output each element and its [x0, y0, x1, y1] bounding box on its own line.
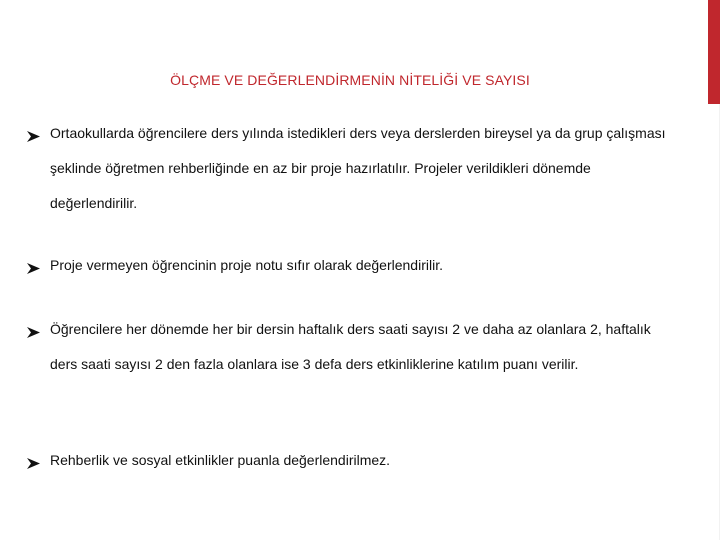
slide-title: ÖLÇME VE DEĞERLENDİRMENİN NİTELİĞİ VE SAYISI	[170, 72, 530, 88]
arrow-bullet-icon	[26, 326, 42, 339]
bullet-text-1: Ortaokullarda öğrencilere ders yılında istedikleri ders veya derslerden bireysel ya da grup çalışması şeklinde öğretmen rehberliğinde en az bir proje hazırlatılır. Projeler verildikleri dönemde değerlendirilir.	[50, 125, 666, 211]
bullet-text-3: Öğrencilere her dönemde her bir dersin haftalık ders saati sayısı 2 ve daha az olanlara 2, haftalık ders saati sayısı 2 den fazla olanlara ise 3 defa ders etkinliklerine katılım puanı verilir.	[50, 321, 651, 372]
bullet-item-4	[26, 452, 676, 478]
bullet-item-3	[26, 321, 676, 382]
arrow-bullet-icon	[26, 262, 42, 275]
bullet-item-2	[26, 257, 676, 283]
bullet-item-1	[26, 125, 676, 221]
bullet-text-4: Rehberlik ve sosyal etkinlikler puanla değerlendirilmez.	[50, 452, 391, 468]
accent-bar	[708, 0, 720, 104]
arrow-bullet-icon	[26, 130, 42, 143]
bullet-text-2: Proje vermeyen öğrencinin proje notu sıfır olarak değerlendirilir.	[50, 257, 443, 273]
arrow-bullet-icon	[26, 457, 42, 470]
